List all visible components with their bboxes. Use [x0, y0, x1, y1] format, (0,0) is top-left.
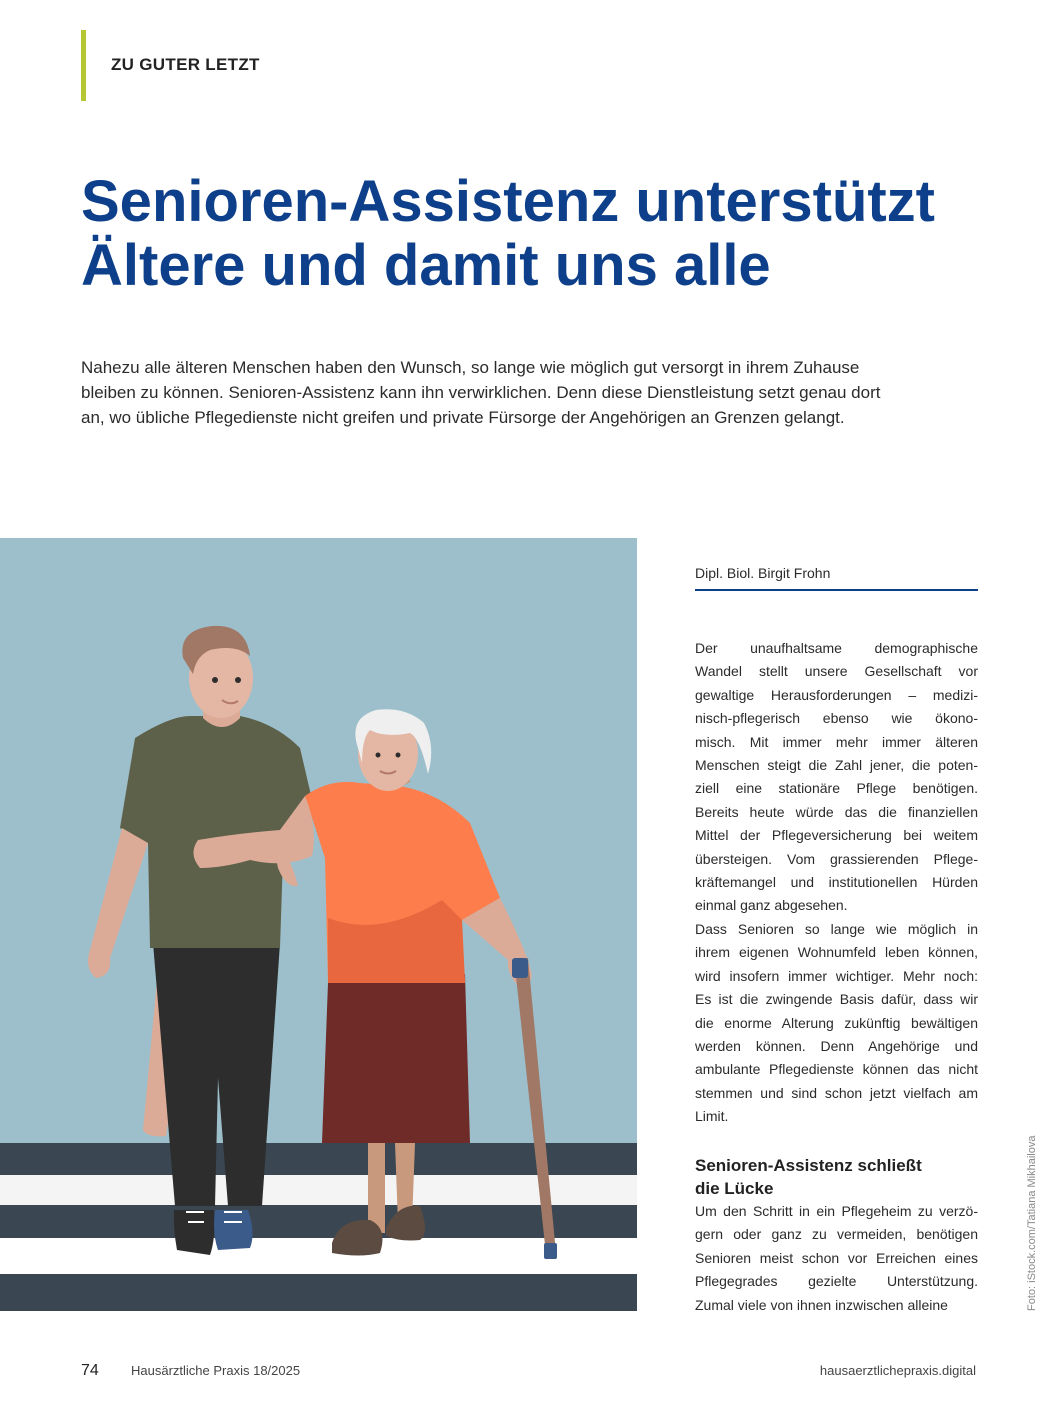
body-line: Wandel stellt unsere Gesellschaft vor [695, 663, 978, 680]
body-line: werden können. Denn Angehörige und [695, 1037, 978, 1054]
body-line: Menschen steigt die Zahl jener, die poten- [695, 757, 978, 774]
body-line: Es ist die zwingende Basis dafür, dass wir [695, 991, 978, 1008]
body-line: ambulante Pflegedienste können das nicht [695, 1061, 978, 1078]
body-paragraph-3 [695, 1200, 978, 1317]
article-lead [81, 355, 996, 430]
author-byline: Dipl. Biol. Birgit Frohn [695, 565, 831, 581]
body-line: Pflegegrades gezielte Unterstützung. [695, 1273, 978, 1290]
lead-line: an, wo übliche Pflegedienste nicht greifen und private Fürsorge der Angehörigen an Grenzen gelangt. [81, 408, 845, 427]
body-line: Senioren meist schon vor Erreichen eines [695, 1249, 978, 1266]
body-line: misch. Mit immer mehr immer älteren [695, 733, 978, 750]
section-label: ZU GUTER LETZT [111, 55, 260, 74]
publication-url: hausaerztlichepraxis.digital [819, 1363, 976, 1378]
subheading-line: Senioren-Assistenz schließt [695, 1156, 922, 1175]
body-line: wird insofern immer wichtiger. Mehr noch: [695, 967, 978, 984]
body-line: übersteigen. Vom grassierenden Pflege- [695, 850, 978, 867]
body-line: Bereits heute würde das die finanziellen [695, 803, 978, 820]
headline-line: Senioren-Assistenz unterstützt [81, 169, 935, 234]
body-line: Limit. [695, 1108, 729, 1125]
photo-credit: Foto: iStock.com/Tatiana Mikhailova [1026, 1135, 1038, 1311]
body-line: ziell eine stationäre Pflege benötigen. [695, 780, 978, 797]
page-number: 74 [81, 1362, 99, 1379]
body-paragraphs-1-2 [695, 637, 978, 1129]
body-line: einmal ganz abgesehen. [695, 897, 848, 914]
body-line: ihrem eigenen Wohnumfeld leben können, [695, 944, 978, 961]
body-line: kräftemangel und institutionellen Hürden [695, 874, 978, 891]
lead-line: Nahezu alle älteren Menschen haben den Wunsch, so lange wie möglich gut versorgt in ihrem Zuhause [81, 358, 860, 377]
author-divider [695, 589, 978, 591]
headline-line: Ältere und damit uns alle [81, 233, 771, 298]
body-line: Zumal viele von ihnen inzwischen alleine [695, 1296, 948, 1313]
body-line: nisch-pflegerisch ebenso wie ökono- [695, 710, 978, 727]
body-line: gern oder ganz zu vermeiden, benötigen [695, 1226, 978, 1243]
body-line: Mittel der Pflegeversicherung bei weitem [695, 827, 978, 844]
body-line: gewaltige Herausforderungen – medizi- [695, 686, 978, 703]
body-line: die enorme Alterung zukünftig bewältigen [695, 1014, 978, 1031]
senior-assistance-illustration [0, 538, 637, 1311]
section-subheading [695, 1154, 978, 1200]
body-line: Um den Schritt in ein Pflegeheim zu verzö- [695, 1203, 978, 1219]
article-headline [81, 170, 1011, 298]
lead-line: bleiben zu können. Senioren-Assistenz kann ihn verwirklichen. Denn diese Dienstleistung setzt genau dort [81, 383, 881, 402]
body-line: stemmen und sind schon jetzt vielfach am [695, 1084, 978, 1101]
publication-name: Hausärztliche Praxis 18/2025 [131, 1363, 301, 1378]
body-line: Der unaufhaltsame demographische [695, 640, 978, 656]
subheading-line: die Lücke [695, 1179, 774, 1198]
body-line: Dass Senioren so lange wie möglich in [695, 920, 978, 937]
section-accent-bar [81, 30, 86, 101]
